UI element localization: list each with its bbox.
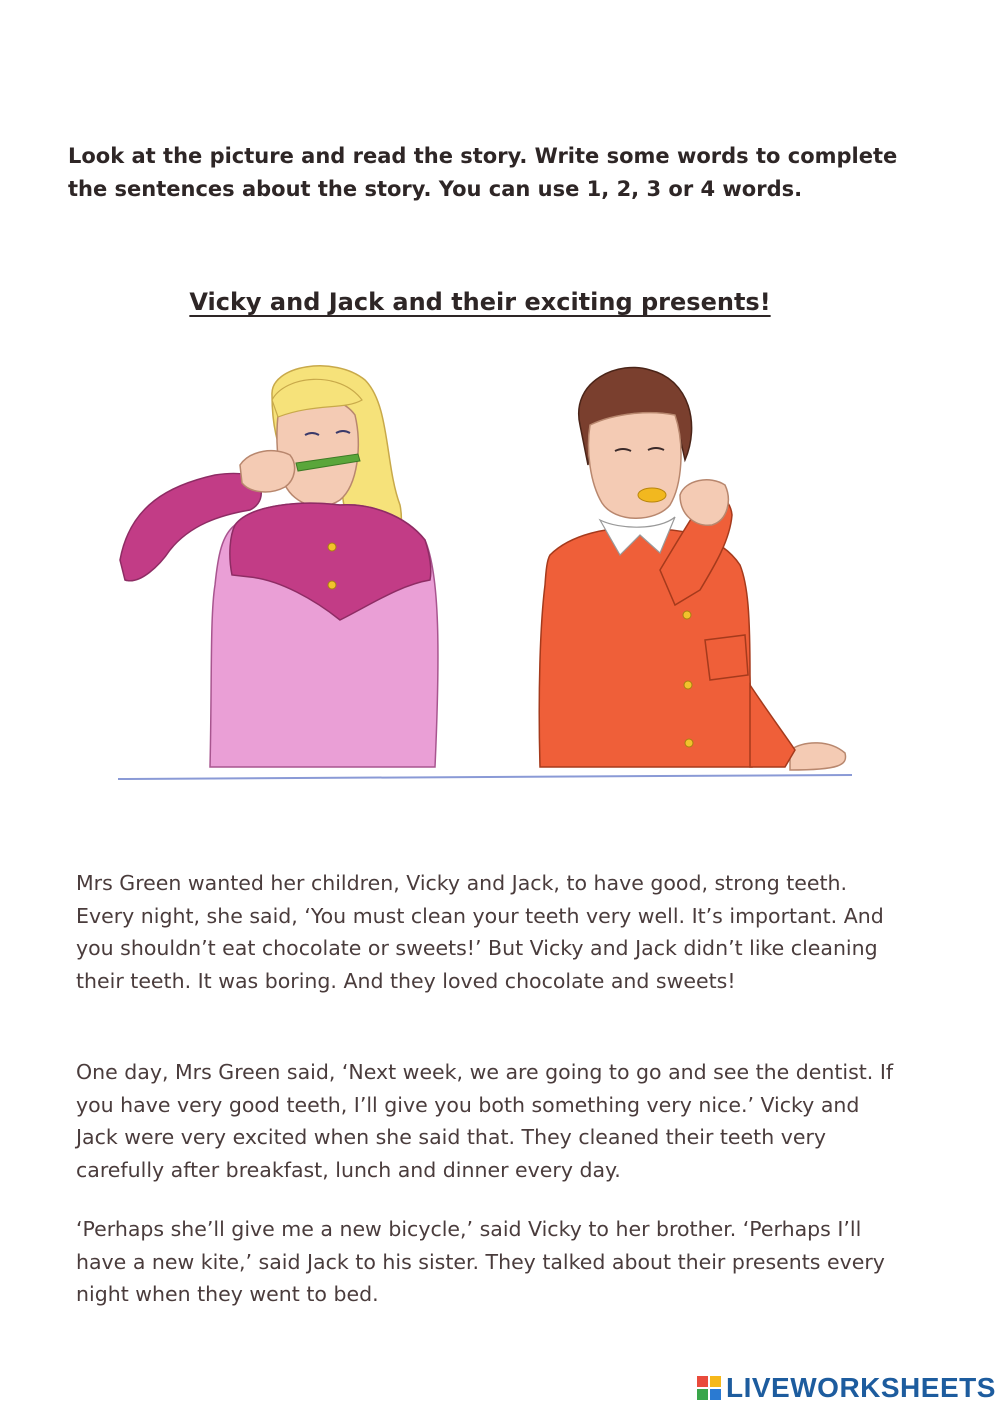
liveworksheets-logo[interactable]: [696, 1372, 996, 1404]
story-paragraph-1: Mrs Green wanted her children, Vicky and Jack, to have good, strong teeth. Every night, she said, ‘You must clean your teeth very well. It’s important. And you shouldn’t eat chocolate or sweets!’ But Vicky and Jack didn’t like cleaning their teeth. It was boring. And they loved chocolate and sweets!: [76, 871, 884, 993]
story-paragraph-3: ‘Perhaps she’ll give me a new bicycle,’ said Vicky to her brother. ‘Perhaps I’ll have a new kite,’ said Jack to his sister. They talked about their presents every night when they went to bed.: [76, 1217, 885, 1306]
instructions-text: Look at the picture and read the story. Write some words to complete the sentences about the story. You can use 1, 2, 3 or 4 words.: [68, 144, 898, 201]
girl-figure: [120, 366, 438, 767]
liveworksheets-logo-icon: [696, 1375, 722, 1401]
boy-figure: [539, 367, 845, 770]
liveworksheets-logo-text: LIVEWORKSHEETS: [726, 1372, 996, 1403]
story-paragraph-2: One day, Mrs Green said, ‘Next week, we are going to go and see the dentist. If you have very good teeth, I’ll give you both something very nice.’ Vicky and Jack were very excited when she said that. They cleaned their teeth very carefully after breakfast, lunch and dinner every day.: [76, 1060, 894, 1182]
story-illustration: [100, 355, 860, 790]
story-title: Vicky and Jack and their exciting presents!: [189, 288, 771, 316]
table-edge-line: [118, 775, 852, 779]
